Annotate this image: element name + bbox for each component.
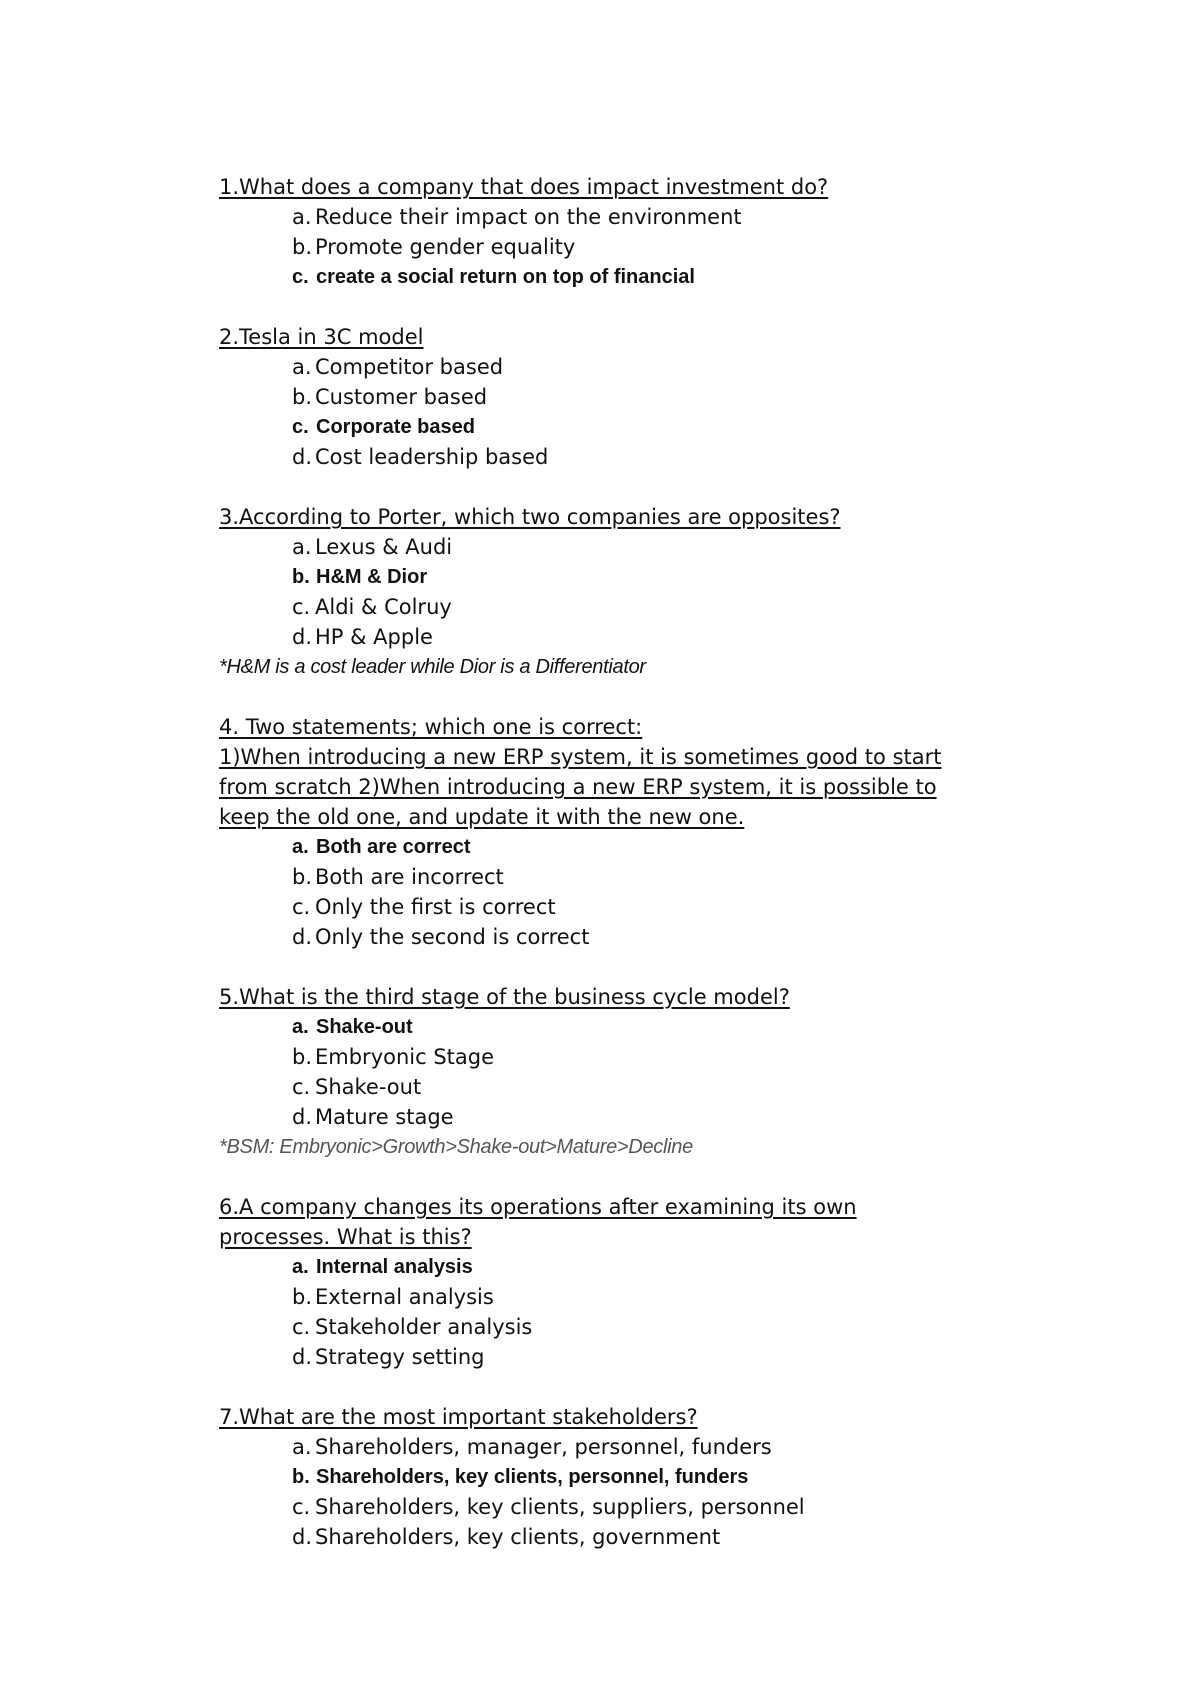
answer-note: *H&M is a cost leader while Dior is a Differentiator bbox=[219, 656, 646, 678]
option-c bbox=[292, 1312, 1019, 1342]
quiz-document bbox=[219, 172, 1019, 1582]
question-1-title bbox=[219, 172, 1019, 202]
option-text: Lexus & Audi bbox=[315, 535, 453, 559]
answer-note: *BSM: Embryonic>Growth>Shake-out>Mature>Decline bbox=[219, 1136, 693, 1158]
option-letter: a. bbox=[292, 205, 312, 229]
option-a-correct bbox=[292, 1012, 1019, 1042]
option-a-correct bbox=[292, 1252, 1019, 1282]
statement-line-2: from scratch 2)When introducing a new ERP system, it is possible to bbox=[219, 775, 937, 799]
option-c bbox=[292, 892, 1019, 922]
option-letter: a. bbox=[292, 1435, 312, 1459]
option-text: Competitor based bbox=[315, 355, 504, 379]
option-d bbox=[292, 622, 1019, 652]
option-letter: c. bbox=[292, 1075, 311, 1099]
question-5 bbox=[219, 982, 1019, 1162]
question-4 bbox=[219, 712, 1019, 952]
option-letter: c. bbox=[292, 595, 311, 619]
option-letter: d. bbox=[292, 1525, 313, 1549]
option-letter: a. bbox=[292, 1256, 309, 1278]
option-b bbox=[292, 232, 1019, 262]
option-letter: c. bbox=[292, 1315, 311, 1339]
option-c bbox=[292, 1492, 1019, 1522]
option-text: H&M & Dior bbox=[316, 566, 428, 588]
option-text: Aldi & Colruy bbox=[315, 595, 452, 619]
option-text: create a social return on top of financial bbox=[316, 266, 695, 288]
option-letter: b. bbox=[292, 235, 313, 259]
option-letter: a. bbox=[292, 1016, 309, 1038]
option-text: Mature stage bbox=[315, 1105, 454, 1129]
option-letter: b. bbox=[292, 1045, 313, 1069]
option-text: Cost leadership based bbox=[315, 445, 549, 469]
option-text: Strategy setting bbox=[315, 1345, 485, 1369]
option-text: Shareholders, key clients, personnel, funders bbox=[316, 1466, 749, 1488]
option-letter: c. bbox=[292, 1495, 311, 1519]
statement-line-1: 1)When introducing a new ERP system, it is sometimes good to start bbox=[219, 745, 942, 769]
question-text: Tesla in 3C model bbox=[239, 325, 424, 349]
option-b-correct bbox=[292, 562, 1019, 592]
question-number: 5. bbox=[219, 985, 240, 1009]
question-number: 2. bbox=[219, 325, 240, 349]
question-6 bbox=[219, 1192, 1019, 1372]
option-letter: d. bbox=[292, 625, 313, 649]
question-number: 4. bbox=[219, 715, 240, 739]
question-2 bbox=[219, 322, 1019, 472]
question-number: 3. bbox=[219, 505, 240, 529]
option-text: External analysis bbox=[315, 1285, 494, 1309]
option-b-correct bbox=[292, 1462, 1019, 1492]
option-letter: a. bbox=[292, 355, 312, 379]
option-letter: b. bbox=[292, 865, 313, 889]
question-6-title bbox=[219, 1192, 1019, 1222]
question-4-options bbox=[219, 832, 1019, 952]
option-text: Promote gender equality bbox=[315, 235, 576, 259]
option-text: Both are incorrect bbox=[315, 865, 504, 889]
statement-line-3: keep the old one, and update it with the new one. bbox=[219, 805, 745, 829]
question-2-options bbox=[219, 352, 1019, 472]
option-text: Only the first is correct bbox=[315, 895, 556, 919]
option-text: Corporate based bbox=[316, 416, 475, 438]
option-a bbox=[292, 352, 1019, 382]
question-text: What does a company that does impact investment do? bbox=[239, 175, 829, 199]
option-text: HP & Apple bbox=[315, 625, 433, 649]
question-number: 7. bbox=[219, 1405, 240, 1429]
question-3-options bbox=[219, 532, 1019, 652]
option-text: Stakeholder analysis bbox=[315, 1315, 533, 1339]
question-4-title bbox=[219, 712, 1019, 742]
question-number: 6. bbox=[219, 1195, 240, 1219]
question-text: According to Porter, which two companies are opposites? bbox=[239, 505, 841, 529]
option-text: Shake-out bbox=[316, 1016, 413, 1038]
question-3-title bbox=[219, 502, 1019, 532]
option-d bbox=[292, 1102, 1019, 1132]
option-letter: b. bbox=[292, 1285, 313, 1309]
question-7-title bbox=[219, 1402, 1019, 1432]
question-6-options bbox=[219, 1252, 1019, 1372]
option-b bbox=[292, 382, 1019, 412]
option-letter: c. bbox=[292, 266, 309, 288]
option-text: Shareholders, manager, personnel, funders bbox=[315, 1435, 772, 1459]
question-1-options bbox=[219, 202, 1019, 292]
question-2-title bbox=[219, 322, 1019, 352]
option-b bbox=[292, 1042, 1019, 1072]
question-7-options bbox=[219, 1432, 1019, 1552]
option-b bbox=[292, 862, 1019, 892]
option-text: Only the second is correct bbox=[315, 925, 590, 949]
option-text: Internal analysis bbox=[316, 1256, 473, 1278]
option-c bbox=[292, 592, 1019, 622]
option-text: Shareholders, key clients, suppliers, personnel bbox=[315, 1495, 805, 1519]
question-5-options bbox=[219, 1012, 1019, 1132]
option-d bbox=[292, 922, 1019, 952]
option-letter: d. bbox=[292, 925, 313, 949]
question-3 bbox=[219, 502, 1019, 682]
question-1 bbox=[219, 172, 1019, 292]
option-letter: a. bbox=[292, 535, 312, 559]
question-text: A company changes its operations after examining its own bbox=[239, 1195, 857, 1219]
option-d bbox=[292, 1342, 1019, 1372]
option-text: Customer based bbox=[315, 385, 488, 409]
option-text: Both are correct bbox=[316, 836, 471, 858]
option-text: Embryonic Stage bbox=[315, 1045, 495, 1069]
option-c-correct bbox=[292, 262, 1019, 292]
option-d bbox=[292, 1522, 1019, 1552]
option-a bbox=[292, 202, 1019, 232]
option-text: Shareholders, key clients, government bbox=[315, 1525, 721, 1549]
option-letter: d. bbox=[292, 445, 313, 469]
option-a bbox=[292, 1432, 1019, 1462]
option-c-correct bbox=[292, 412, 1019, 442]
question-text: Two statements; which one is correct: bbox=[245, 715, 643, 739]
option-letter: a. bbox=[292, 836, 309, 858]
option-letter: b. bbox=[292, 1466, 310, 1488]
question-number: 1. bbox=[219, 175, 240, 199]
option-c bbox=[292, 1072, 1019, 1102]
option-b bbox=[292, 1282, 1019, 1312]
option-a-correct bbox=[292, 832, 1019, 862]
option-letter: d. bbox=[292, 1345, 313, 1369]
option-text: Reduce their impact on the environment bbox=[315, 205, 742, 229]
option-letter: b. bbox=[292, 385, 313, 409]
option-letter: c. bbox=[292, 895, 311, 919]
option-letter: b. bbox=[292, 566, 310, 588]
question-6-title-line-2: processes. What is this? bbox=[219, 1225, 472, 1249]
option-text: Shake-out bbox=[315, 1075, 422, 1099]
question-5-title bbox=[219, 982, 1019, 1012]
question-7 bbox=[219, 1402, 1019, 1552]
option-letter: d. bbox=[292, 1105, 313, 1129]
option-letter: c. bbox=[292, 416, 309, 438]
question-text: What are the most important stakeholders? bbox=[239, 1405, 698, 1429]
question-text: What is the third stage of the business cycle model? bbox=[239, 985, 790, 1009]
option-a bbox=[292, 532, 1019, 562]
option-d bbox=[292, 442, 1019, 472]
